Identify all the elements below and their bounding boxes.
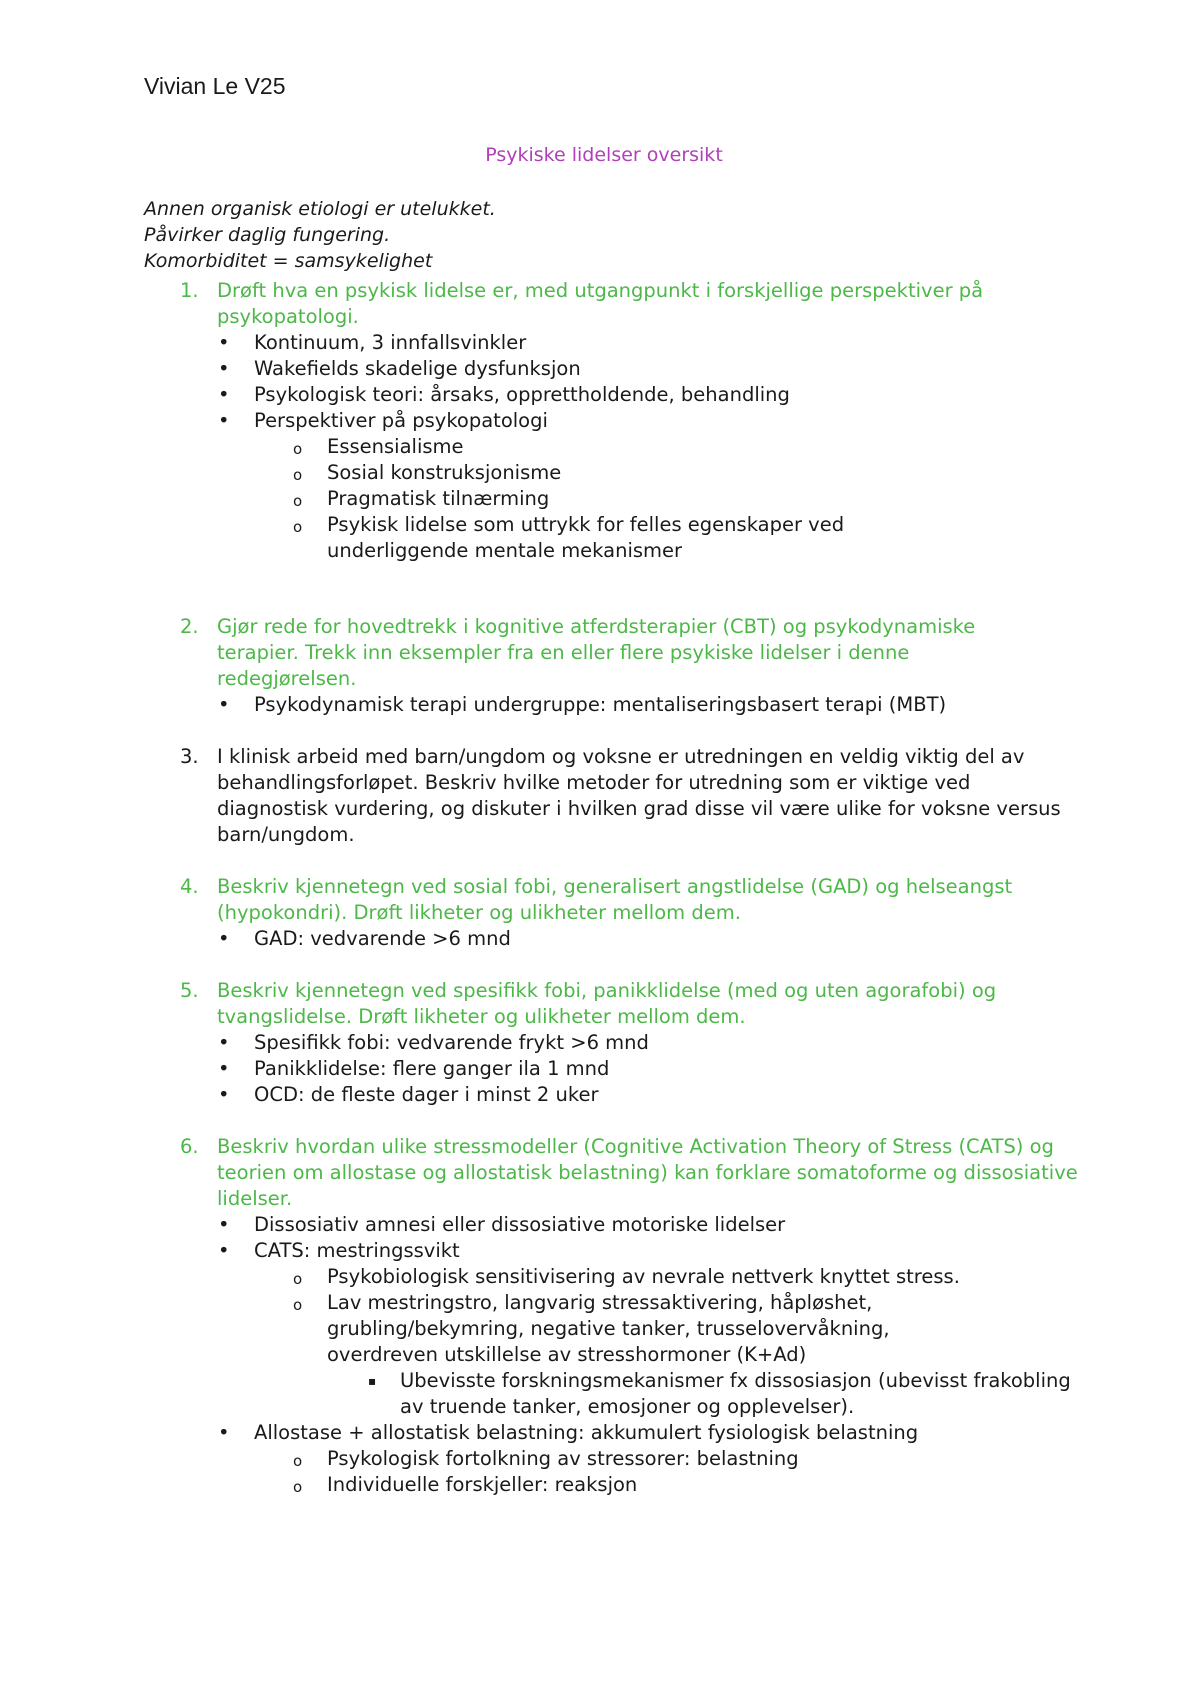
question-number: 2.	[180, 615, 199, 638]
question-number: 1.	[180, 279, 199, 302]
question-text: 2. Gjør rede for hovedtrekk i kognitive atferdsterapier (CBT) og psykodynamiske terapier. Trekk inn eksempler fra en eller flere psykiske lidelser i denne redegjørelsen.	[180, 615, 976, 690]
question-4	[144, 874, 1084, 952]
list-item: • Panikklidelse: flere ganger ila 1 mnd	[218, 1057, 610, 1080]
list-item: o Essensialisme	[293, 435, 464, 458]
intro-line: Komorbiditet = samsykelighet	[144, 250, 433, 272]
bullet-list	[144, 1030, 1084, 1108]
list-item: o Lav mestringstro, langvarig stressaktivering, håpløshet, grubling/bekymring, negative tanker, trusselovervåkning, overdreven utskillelse av stresshormoner (K+Ad)	[293, 1291, 890, 1366]
author-header: Vivian Le V25	[144, 73, 286, 99]
list-item: o Psykobiologisk sensitivisering av nevrale nettverk knyttet stress.	[293, 1265, 960, 1288]
list-item: • Wakefields skadelige dysfunksjon	[218, 357, 581, 380]
question-text: 5. Beskriv kjennetegn ved spesifikk fobi, panikklidelse (med og uten agorafobi) og tvangslidelse. Drøft likheter og ulikheter mellom dem.	[180, 979, 997, 1028]
list-item: • Kontinuum, 3 innfallsvinkler	[218, 331, 527, 354]
question-text: 1. Drøft hva en psykisk lidelse er, med utgangpunkt i forskjellige perspektiver på psykopatologi.	[180, 279, 984, 328]
intro-line: Annen organisk etiologi er utelukket.	[144, 198, 496, 220]
question-1	[144, 278, 1084, 564]
question-number: 4.	[180, 875, 199, 898]
intro-notes	[144, 196, 496, 274]
bullet-list	[144, 926, 1084, 952]
question-5	[144, 978, 1084, 1108]
bullet-list	[144, 1212, 1084, 1498]
list-item: • Psykodynamisk terapi undergruppe: mentaliseringsbasert terapi (MBT)	[218, 693, 947, 716]
list-item: o Sosial konstruksjonisme	[293, 461, 562, 484]
list-item: • Dissosiativ amnesi eller dissosiative motoriske lidelser	[218, 1213, 786, 1236]
document-title: Psykiske lidelser oversikt	[485, 144, 723, 166]
list-item: o Pragmatisk tilnærming	[293, 487, 550, 510]
question-2	[144, 614, 1084, 718]
question-6	[144, 1134, 1084, 1498]
question-number: 3.	[180, 745, 199, 768]
list-item: • Perspektiver på psykopatologi	[218, 409, 548, 432]
question-number: 5.	[180, 979, 199, 1002]
list-item: • OCD: de fleste dager i minst 2 uker	[218, 1083, 599, 1106]
list-item: • Spesifikk fobi: vedvarende frykt >6 mnd	[218, 1031, 649, 1054]
bullet-list	[144, 330, 1084, 564]
question-text: 6. Beskriv hvordan ulike stressmodeller (Cognitive Activation Theory of Stress (CATS) og teorien om allostase og allostatisk belastning) kan forklare somatoforme og dissosiative lidelser.	[180, 1135, 1078, 1210]
list-item: o Psykologisk fortolkning av stressorer: belastning	[293, 1447, 799, 1470]
list-item: • Allostase + allostatisk belastning: akkumulert fysiologisk belastning	[218, 1421, 919, 1444]
document-page	[144, 70, 1078, 1496]
intro-line: Påvirker daglig fungering.	[144, 224, 391, 246]
question-text: 4. Beskriv kjennetegn ved sosial fobi, generalisert angstlidelse (GAD) og helseangst (hypokondri). Drøft likheter og ulikheter mellom dem.	[180, 875, 1013, 924]
list-item: • Psykologisk teori: årsaks, opprettholdende, behandling	[218, 383, 790, 406]
question-3	[144, 744, 1084, 848]
list-item: o Psykisk lidelse som uttrykk for felles egenskaper ved underliggende mentale mekanismer	[293, 513, 845, 562]
list-item: • CATS: mestringssvikt	[218, 1239, 460, 1262]
question-number: 6.	[180, 1135, 199, 1158]
list-item: ▪ Ubevisste forskningsmekanismer fx dissosiasjon (ubevisst frakobling av truende tanker, emosjoner og opplevelser).	[368, 1369, 1071, 1418]
list-item: • GAD: vedvarende >6 mnd	[218, 927, 511, 950]
bullet-list	[144, 692, 1084, 718]
question-text: 3. I klinisk arbeid med barn/ungdom og voksne er utredningen en veldig viktig del av behandlingsforløpet. Beskriv hvilke metoder for utredning som er viktige ved diagnostisk vurdering, og diskuter i hvilken grad disse vil være ulike for voksne versus barn/ungdom.	[180, 745, 1061, 846]
list-item: o Individuelle forskjeller: reaksjon	[293, 1473, 638, 1496]
